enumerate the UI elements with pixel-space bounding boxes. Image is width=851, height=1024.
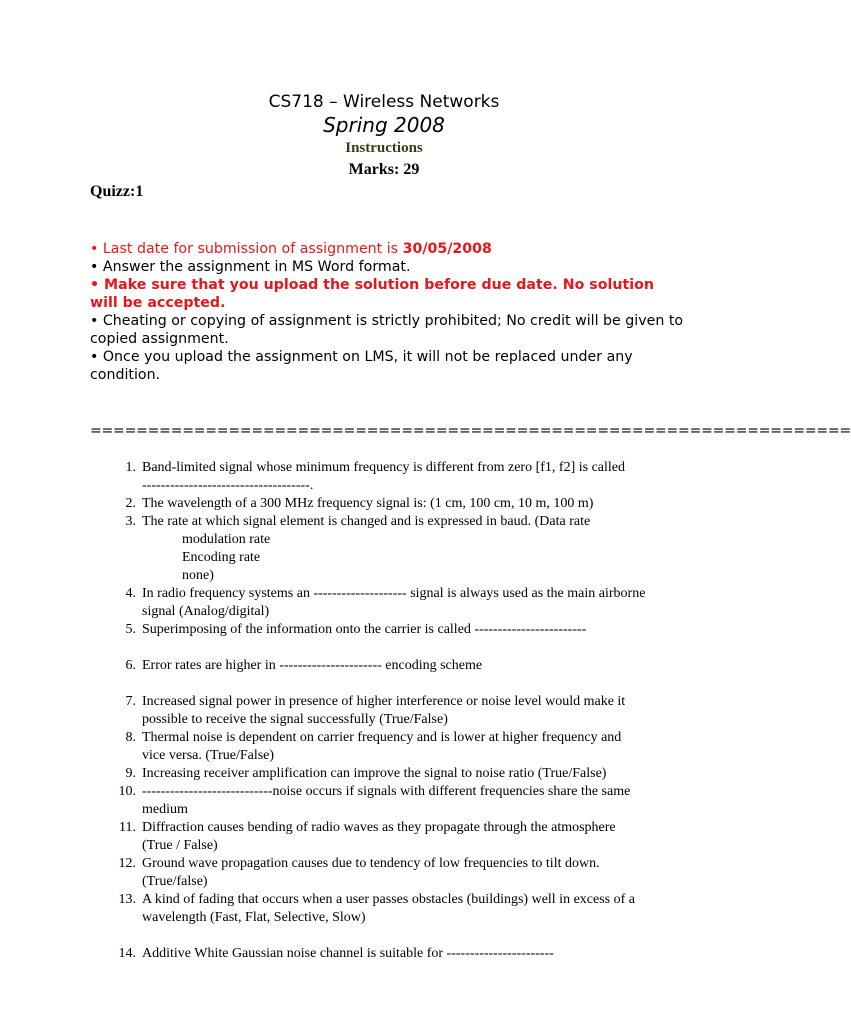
question-line: ----------------------------noise occurs if signals with different frequencies share the same bbox=[142, 784, 631, 799]
question-line: Increased signal power in presence of higher interference or noise level would make it bbox=[142, 694, 626, 709]
question-line: Ground wave propagation causes due to tendency of low frequencies to tilt down. bbox=[142, 856, 600, 871]
quiz-label: Quizz:1 bbox=[90, 183, 144, 200]
question-line: vice versa. (True/False) bbox=[142, 748, 275, 763]
question-number: 14. bbox=[118, 946, 136, 961]
question-item bbox=[90, 585, 690, 621]
question-number: 9. bbox=[125, 766, 136, 781]
question-line: Thermal noise is dependent on carrier frequency and is lower at higher frequency and bbox=[142, 730, 622, 745]
separator-line: ================================================================== bbox=[90, 423, 851, 439]
question-line: medium bbox=[142, 802, 188, 817]
question-line: Additive White Gaussian noise channel is suitable for ----------------------- bbox=[142, 946, 554, 961]
instructions-heading: Instructions bbox=[345, 140, 423, 156]
course-title: CS718 – Wireless Networks bbox=[268, 92, 500, 112]
term-title: Spring 2008 bbox=[323, 113, 445, 137]
question-number: 6. bbox=[125, 658, 136, 673]
question-text bbox=[136, 657, 682, 675]
question-number: 12. bbox=[118, 856, 136, 871]
instructions-list bbox=[90, 240, 690, 384]
question-gap bbox=[90, 639, 690, 657]
question-text bbox=[136, 891, 682, 927]
question-item bbox=[90, 783, 690, 819]
question-line: A kind of fading that occurs when a user passes obstacles (buildings) well in excess of a bbox=[142, 892, 635, 907]
marks-label: Marks: 29 bbox=[348, 161, 420, 178]
question-text bbox=[136, 819, 682, 855]
question-item bbox=[90, 693, 690, 729]
question-number: 11. bbox=[119, 820, 136, 835]
question-text bbox=[136, 693, 682, 729]
question-item bbox=[90, 495, 690, 513]
question-gap bbox=[90, 927, 690, 945]
question-text bbox=[136, 513, 682, 585]
question-line: signal (Analog/digital) bbox=[142, 604, 270, 619]
question-text bbox=[136, 585, 682, 621]
question-line: wavelength (Fast, Flat, Selective, Slow) bbox=[142, 910, 366, 925]
question-option: none) bbox=[182, 568, 214, 583]
question-text bbox=[136, 459, 682, 495]
question-item bbox=[90, 657, 690, 675]
question-item bbox=[90, 459, 690, 495]
question-number: 8. bbox=[125, 730, 136, 745]
question-text bbox=[136, 495, 682, 513]
question-text bbox=[136, 945, 682, 963]
question-line: (True / False) bbox=[142, 838, 218, 853]
question-number: 10. bbox=[118, 784, 136, 799]
question-line: Superimposing of the information onto the carrier is called ------------------------ bbox=[142, 622, 587, 637]
question-item bbox=[90, 729, 690, 765]
question-text bbox=[136, 729, 682, 765]
question-options bbox=[142, 531, 682, 585]
instruction-format: • Answer the assignment in MS Word format. bbox=[90, 259, 411, 275]
question-option: modulation rate bbox=[182, 532, 271, 547]
question-item bbox=[90, 819, 690, 855]
question-line: Band-limited signal whose minimum frequency is different from zero [f1, f2] is called bbox=[142, 460, 625, 475]
question-number: 7. bbox=[125, 694, 136, 709]
question-number: 3. bbox=[125, 514, 136, 529]
question-text bbox=[136, 783, 682, 819]
question-list bbox=[90, 459, 690, 963]
question-line: The wavelength of a 300 MHz frequency signal is: (1 cm, 100 cm, 10 m, 100 m) bbox=[142, 496, 594, 511]
question-line: possible to receive the signal successfully (True/False) bbox=[142, 712, 448, 727]
question-item bbox=[90, 891, 690, 927]
question-item bbox=[90, 621, 690, 639]
question-option: Encoding rate bbox=[182, 550, 261, 565]
question-line: Error rates are higher in ---------------------- encoding scheme bbox=[142, 658, 483, 673]
question-text bbox=[136, 855, 682, 891]
question-line: ------------------------------------. bbox=[142, 478, 314, 493]
question-number: 4. bbox=[125, 586, 136, 601]
question-line: In radio frequency systems an -------------------- signal is always used as the main airborne bbox=[142, 586, 646, 601]
question-number: 1. bbox=[125, 460, 136, 475]
instruction-upload: • Make sure that you upload the solution before due date. No solution bbox=[90, 277, 654, 293]
question-number: 2. bbox=[125, 496, 136, 511]
question-line: Diffraction causes bending of radio waves as they propagate through the atmosphere bbox=[142, 820, 616, 835]
question-item bbox=[90, 765, 690, 783]
question-line: The rate at which signal element is changed and is expressed in baud. (Data rate bbox=[142, 514, 591, 529]
question-line: Increasing receiver amplification can improve the signal to noise ratio (True/False) bbox=[142, 766, 607, 781]
question-gap bbox=[90, 675, 690, 693]
instruction-upload-cont: will be accepted. bbox=[90, 295, 226, 311]
question-number: 13. bbox=[118, 892, 136, 907]
instruction-lms: • Once you upload the assignment on LMS, it will not be replaced under any condition. bbox=[90, 349, 633, 383]
instruction-deadline: • Last date for submission of assignment is 30/05/2008 bbox=[90, 241, 492, 257]
question-item bbox=[90, 945, 690, 963]
question-line: (True/false) bbox=[142, 874, 208, 889]
deadline-date: 30/05/2008 bbox=[402, 241, 492, 257]
question-text bbox=[136, 765, 682, 783]
question-number: 5. bbox=[125, 622, 136, 637]
question-text bbox=[136, 621, 682, 639]
question-item bbox=[90, 513, 690, 585]
instruction-cheating: • Cheating or copying of assignment is strictly prohibited; No credit will be given to copied assignment. bbox=[90, 313, 684, 347]
question-item bbox=[90, 855, 690, 891]
